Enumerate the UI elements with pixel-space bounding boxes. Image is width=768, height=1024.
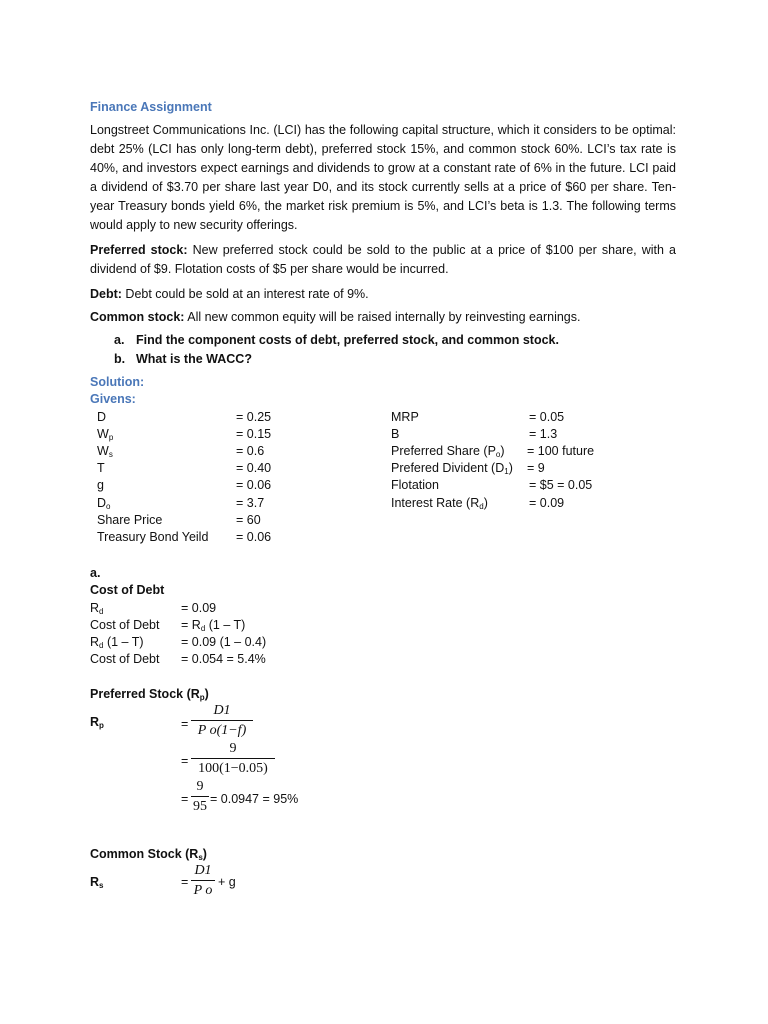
intro-paragraph [90, 121, 676, 235]
debt-label: Debt: [90, 287, 122, 301]
given-preferred-share-value: = 100 future [527, 444, 595, 458]
rp-eq3-denominator: 95 [193, 799, 207, 814]
common-body: All new common equity will be raised internally by reinvesting earnings. [184, 310, 581, 324]
rs-numerator: D1 [194, 863, 212, 878]
cod-row-3-value: = 0.09 (1 – 0.4) [181, 635, 267, 649]
cod-row-3-label: $R_d$ (1 – T) [90, 635, 144, 650]
rp-eq2-equals: = [181, 754, 189, 768]
debt-paragraph [90, 285, 676, 304]
common-label: Common stock: [90, 310, 185, 324]
rp-eq1-denominator: P o(1−f) [197, 723, 247, 738]
cod-row-1-label: $R_d$ [90, 601, 104, 616]
givens-label: Givens: [90, 392, 136, 406]
common-text [90, 308, 676, 327]
given-d-value: = 0.25 [236, 410, 272, 424]
solution-label: Solution: [90, 375, 145, 389]
given-flotation-value: = $5 = 0.05 [529, 478, 593, 492]
given-preferred-dividend: Prefered Divident $(D_1)$ [391, 461, 513, 476]
rs-denominator: P o [193, 883, 213, 898]
rp-eq1-equals: = [181, 717, 189, 731]
given-ws-value: = 0.6 [236, 444, 265, 458]
rp-eq2-fraction [191, 740, 275, 777]
debt-body: Debt could be sold at an interest rate of 9%. [121, 287, 369, 301]
rp-eq1-fraction [191, 702, 253, 739]
rs-label: $R_s$ [90, 875, 104, 890]
document-title: Finance Assignment [90, 100, 212, 114]
given-g: g [97, 478, 104, 492]
preferred-text [90, 241, 676, 279]
preferred-paragraph [90, 241, 676, 279]
preferred-body: New preferred stock could be sold to the public at a price of $100 per share, with a dividend of $9. Flotation costs of $5 per share would be incurred. [90, 243, 676, 276]
given-wp-value: = 0.15 [236, 427, 272, 441]
rp-eq3-fraction [191, 778, 209, 815]
question-a-text: Find the component costs of debt, preferred stock, and common stock. [136, 333, 559, 347]
cod-row-1-value: = 0.09 [181, 601, 217, 615]
given-share-price-value: = 60 [236, 513, 261, 527]
rp-eq1-numerator: D1 [213, 703, 231, 718]
given-t-value: = 0.40 [236, 461, 272, 475]
given-flotation: Flotation [391, 478, 439, 492]
given-ws: $W_s$ [97, 444, 113, 459]
preferred-stock-heading: Preferred Stock $(R_p)$ [90, 687, 209, 702]
given-interest-rate-value: = 0.09 [529, 496, 565, 510]
cost-of-debt-heading: Cost of Debt [90, 583, 165, 597]
given-wp: $W_p$ [97, 427, 114, 442]
given-do-value: = 3.7 [236, 496, 265, 510]
given-preferred-share: Preferred Share $(P_o)$ [391, 444, 505, 459]
given-g-value: = 0.06 [236, 478, 272, 492]
question-a-marker: a. [114, 333, 125, 347]
rp-eq3-result: = 0.0947 = 95% [210, 792, 299, 806]
rp-eq3-equals: = [181, 792, 189, 806]
given-mrp: MRP [391, 410, 419, 424]
part-a-label: a. [90, 566, 101, 580]
given-treasury-value: = 0.06 [236, 530, 272, 544]
given-t: T [97, 461, 105, 475]
given-b-value: = 1.3 [529, 427, 558, 441]
common-stock-heading: Common Stock $(R_s)$ [90, 847, 207, 862]
rs-fraction [191, 862, 215, 899]
rp-eq3-numerator: 9 [196, 779, 204, 794]
rs-tail: + g [218, 875, 236, 889]
rs-equals: = [181, 875, 189, 889]
preferred-label: Preferred stock: [90, 243, 188, 257]
debt-text [90, 285, 676, 304]
given-d: D [97, 410, 107, 424]
cod-row-2-label: Cost of Debt [90, 618, 160, 632]
given-mrp-value: = 0.05 [529, 410, 565, 424]
question-b-text: What is the WACC? [136, 352, 252, 366]
rp-eq2-numerator: 9 [229, 741, 237, 756]
given-b: B [391, 427, 400, 441]
common-paragraph [90, 308, 676, 327]
cod-row-4-value: = 0.054 = 5.4% [181, 652, 266, 666]
question-b-marker: b. [114, 352, 126, 366]
given-do: $D_o$ [97, 496, 111, 511]
given-share-price: Share Price [97, 513, 163, 527]
rp-label: $R_p$ [90, 715, 104, 730]
rp-eq2-denominator: 100(1−0.05) [198, 761, 268, 776]
given-treasury: Treasury Bond Yeild [97, 530, 209, 544]
cod-row-4-label: Cost of Debt [90, 652, 160, 666]
intro-text: Longstreet Communications Inc. (LCI) has the following capital structure, which it considers to be optimal: debt 25% (LCI has only long-term debt), preferred stock 15%, and common stock 60%. LCI’s tax rate is 40%, and investors expect earnings and dividends to grow at a constant rate of 6% in the future. LCI paid a dividend of $3.70 per share last year D0, and its stock currently sells at a price of $60 per share. Ten-year Treasury bonds yield 6%, the market risk premium is 5%, and LCI’s beta is 1.3. The following terms would apply to new security offerings. [90, 123, 676, 232]
cod-row-2-value: = $R_d$ (1 – T) [181, 618, 246, 633]
given-interest-rate: Interest Rate $(R_d)$ [391, 496, 488, 511]
given-preferred-dividend-value: = 9 [527, 461, 545, 475]
